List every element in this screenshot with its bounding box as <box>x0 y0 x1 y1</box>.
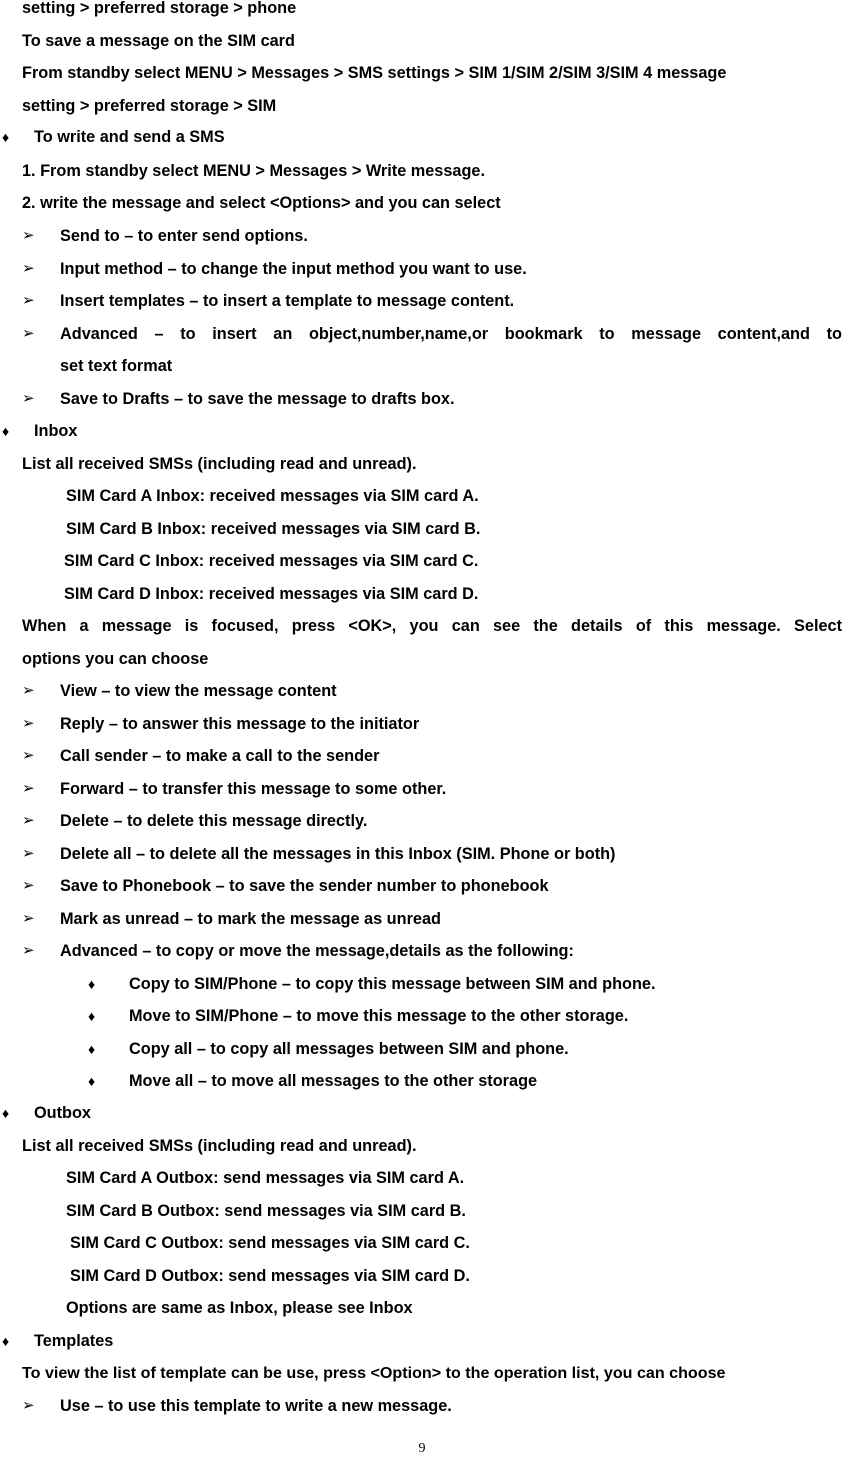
text-line: SIM Card A Inbox: received messages via SIM card A. <box>66 487 479 505</box>
sub-list-item: Copy all – to copy all messages between SIM and phone. <box>129 1040 569 1058</box>
arrow-bullet-icon: ➢ <box>22 845 35 862</box>
text-line: setting > preferred storage > SIM <box>22 97 277 115</box>
diamond-bullet-icon: ♦ <box>2 129 10 145</box>
arrow-bullet-icon: ➢ <box>22 390 35 407</box>
diamond-bullet-icon: ♦ <box>88 1073 96 1089</box>
arrow-bullet-icon: ➢ <box>22 780 35 797</box>
list-item: Reply – to answer this message to the initiator <box>60 715 420 733</box>
arrow-bullet-icon: ➢ <box>22 812 35 829</box>
text-line: SIM Card D Outbox: send messages via SIM card D. <box>70 1267 470 1285</box>
section-heading: To write and send a SMS <box>34 128 225 146</box>
arrow-bullet-icon: ➢ <box>22 325 35 342</box>
diamond-bullet-icon: ♦ <box>88 976 96 992</box>
sub-list-item: Copy to SIM/Phone – to copy this message between SIM and phone. <box>129 975 656 993</box>
arrow-bullet-icon: ➢ <box>22 292 35 309</box>
text-line: SIM Card C Inbox: received messages via SIM card C. <box>64 552 479 570</box>
diamond-bullet-icon: ♦ <box>2 1333 10 1349</box>
arrow-bullet-icon: ➢ <box>22 942 35 959</box>
sub-list-item: Move all – to move all messages to the other storage <box>129 1072 538 1090</box>
arrow-bullet-icon: ➢ <box>22 877 35 894</box>
diamond-bullet-icon: ♦ <box>88 1041 96 1057</box>
list-item: Insert templates – to insert a template to message content. <box>60 292 515 310</box>
section-heading: Outbox <box>34 1104 91 1122</box>
list-item: Call sender – to make a call to the sender <box>60 747 380 765</box>
text-line: SIM Card C Outbox: send messages via SIM card C. <box>70 1234 470 1252</box>
arrow-bullet-icon: ➢ <box>22 747 35 764</box>
list-item: Save to Phonebook – to save the sender number to phonebook <box>60 877 549 895</box>
text-line: SIM Card D Inbox: received messages via SIM card D. <box>64 585 479 603</box>
arrow-bullet-icon: ➢ <box>22 715 35 732</box>
numbered-step: 1. From standby select MENU > Messages > Write message. <box>22 162 485 180</box>
text-line: setting > preferred storage > phone <box>22 0 297 17</box>
text-line: When a message is focused, press <OK>, you can see the details of this message. Select <box>22 617 842 635</box>
arrow-bullet-icon: ➢ <box>22 682 35 699</box>
list-item: Save to Drafts – to save the message to drafts box. <box>60 390 455 408</box>
text-line: SIM Card B Outbox: send messages via SIM card B. <box>66 1202 466 1220</box>
text-line: From standby select MENU > Messages > SMS settings > SIM 1/SIM 2/SIM 3/SIM 4 message <box>22 64 727 82</box>
sub-list-item: Move to SIM/Phone – to move this message to the other storage. <box>129 1007 629 1025</box>
section-heading: Inbox <box>34 422 78 440</box>
list-item: View – to view the message content <box>60 682 337 700</box>
list-item: Delete – to delete this message directly. <box>60 812 368 830</box>
text-line: options you can choose <box>22 650 209 668</box>
page-number: 9 <box>418 1441 426 1456</box>
arrow-bullet-icon: ➢ <box>22 260 35 277</box>
list-item: Advanced – to insert an object,number,name,or bookmark to message content,and to <box>60 325 842 343</box>
text-line: SIM Card B Inbox: received messages via SIM card B. <box>66 520 481 538</box>
text-line: List all received SMSs (including read and unread). <box>22 1137 417 1155</box>
arrow-bullet-icon: ➢ <box>22 1397 35 1414</box>
list-item-continuation: set text format <box>60 357 173 375</box>
text-line: Options are same as Inbox, please see Inbox <box>66 1299 413 1317</box>
arrow-bullet-icon: ➢ <box>22 227 35 244</box>
section-heading: Templates <box>34 1332 114 1350</box>
numbered-step: 2. write the message and select <Options> and you can select <box>22 194 501 212</box>
diamond-bullet-icon: ♦ <box>88 1008 96 1024</box>
list-item: Advanced – to copy or move the message,details as the following: <box>60 942 574 960</box>
diamond-bullet-icon: ♦ <box>2 1105 10 1121</box>
list-item: Send to – to enter send options. <box>60 227 308 245</box>
diamond-bullet-icon: ♦ <box>2 423 10 439</box>
list-item: Mark as unread – to mark the message as unread <box>60 910 441 928</box>
text-line: To view the list of template can be use, press <Option> to the operation list, you can choose <box>22 1364 726 1382</box>
text-line: SIM Card A Outbox: send messages via SIM card A. <box>66 1169 465 1187</box>
text-line: To save a message on the SIM card <box>22 32 295 50</box>
arrow-bullet-icon: ➢ <box>22 910 35 927</box>
list-item: Input method – to change the input method you want to use. <box>60 260 527 278</box>
text-line: List all received SMSs (including read and unread). <box>22 455 417 473</box>
list-item: Forward – to transfer this message to some other. <box>60 780 447 798</box>
list-item: Delete all – to delete all the messages in this Inbox (SIM. Phone or both) <box>60 845 616 863</box>
list-item: Use – to use this template to write a new message. <box>60 1397 452 1415</box>
